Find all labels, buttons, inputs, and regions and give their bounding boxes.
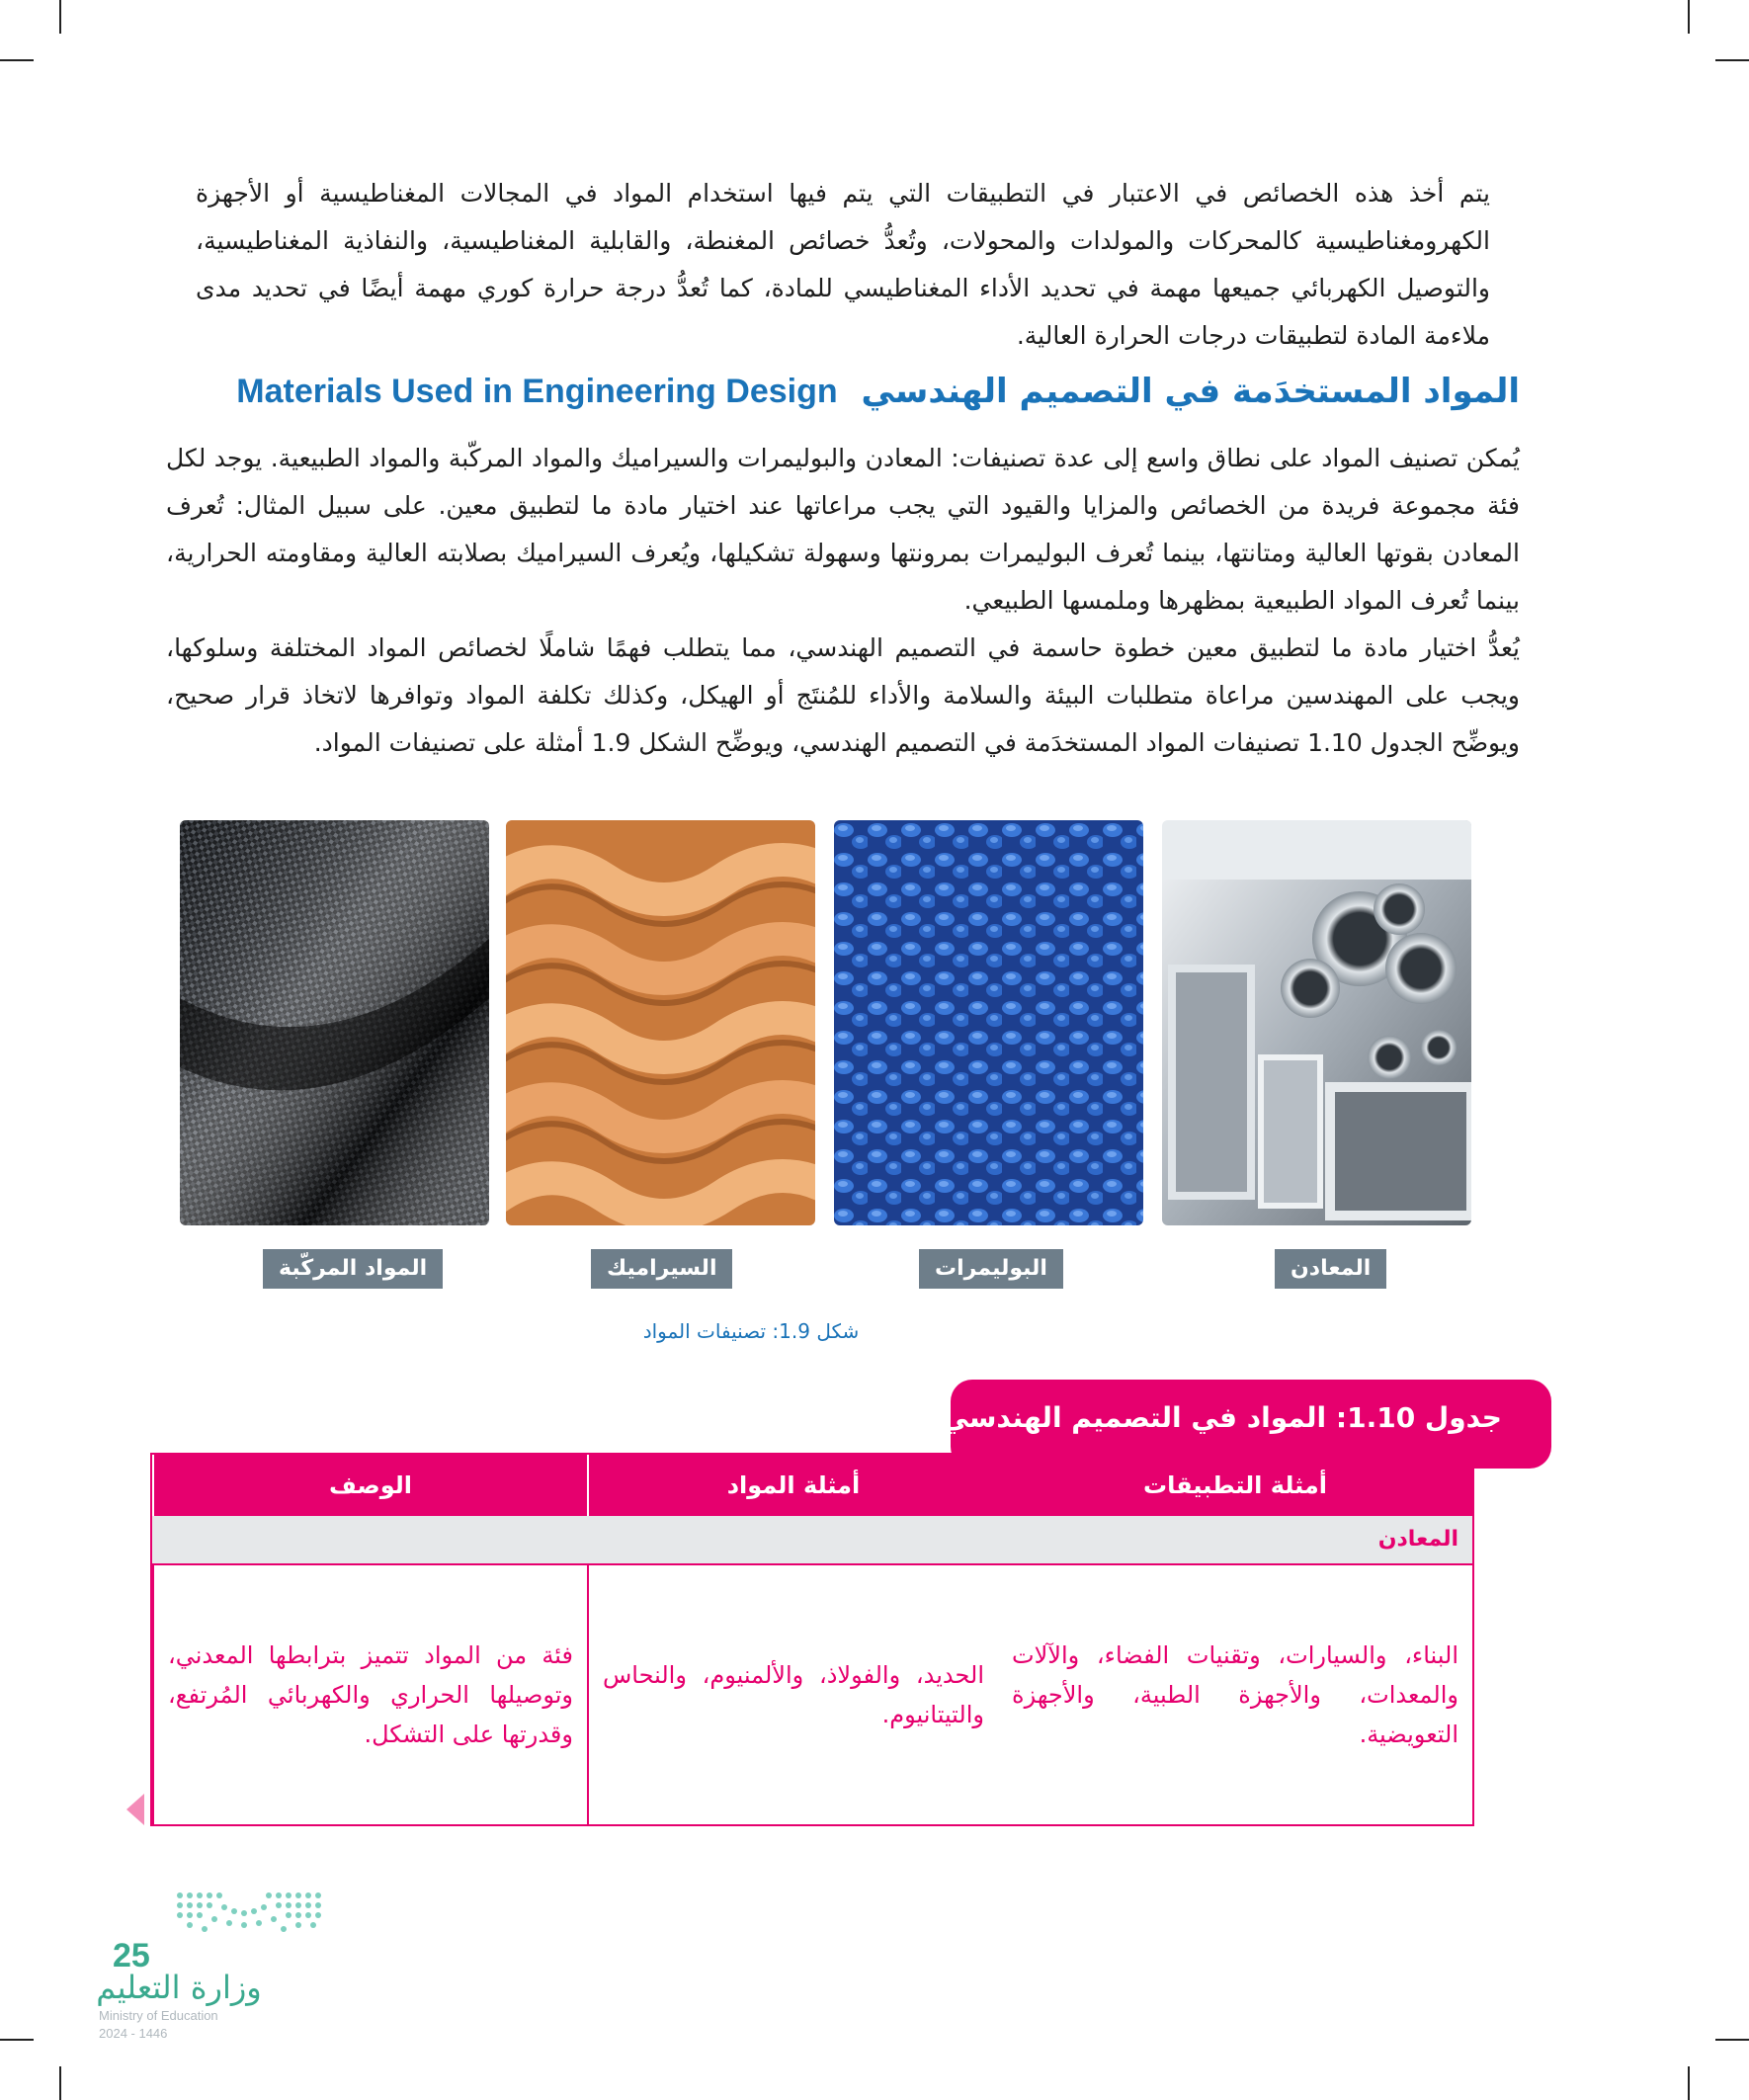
cell-description-text: فئة من المواد تتميز بترابطها المعدني، وتوصيلها الحراري والكهربائي المُرتفع، وقدرتها على التشكل. [168,1641,573,1748]
classification-paragraph: يُمكن تصنيف المواد على نطاق واسع إلى عدة تصنيفات: المعادن والبوليمرات والسيراميك والمواد المركّبة والمواد الطبيعية. يوجد لكل فئة مجموعة فريدة من الخصائص والمزايا والقيود التي يجب مراعاتها عند اختيار مادة ما لتطبيق معين. على سبيل المثال: تُعرف المعادن بقوتها العالية ومتانتها، بينما تُعرف البوليمرات بمرونتها وسهولة تشكيلها، ويُعرف السيراميك بصلابته العالية ومقاومته الحرارية، بينما تُعرف المواد الطبيعية بمظهرها وملمسها الطبيعي. [166,444,1520,615]
crop-mark [1688,0,1690,34]
ministry-name-en: Ministry of Education [99,2008,218,2023]
crop-mark [1715,2039,1749,2041]
figure-label-ceramics: السيراميك [591,1249,732,1289]
ministry-logo-dots-icon [170,1890,328,1939]
crop-mark [59,2066,61,2100]
section-title-ar: المواد المستخدَمة في التصميم الهندسي [861,372,1520,411]
cell-description [152,1565,587,1824]
cell-materials-text: الحديد، والفولاذ، والألمنيوم، والنحاس والتيتانيوم. [603,1661,984,1728]
ministry-name-ar: وزارة التعليم [96,1969,262,2006]
section-title-en: Materials Used in Engineering Design [236,373,838,410]
table-header-row [152,1455,1472,1516]
crop-mark [1688,2066,1690,2100]
crop-mark [0,59,34,61]
crop-mark [59,0,61,34]
figure-caption: شكل 1.9: تصنيفات المواد [642,1319,860,1343]
crop-mark [0,2039,34,2041]
materials-figure [180,820,1471,1225]
materials-table [150,1453,1474,1826]
metals-image [1162,820,1471,1225]
polymers-image [834,820,1143,1225]
page-number: 25 [113,1937,150,1974]
page-edge-marker-icon [126,1794,144,1825]
table-row [152,1563,1472,1824]
section-heading [236,372,1520,427]
selection-paragraph: يُعدُّ اختيار مادة ما لتطبيق معين خطوة حاسمة في التصميم الهندسي، مما يتطلب فهمًا شاملًا لخصائص المواد المختلفة وسلوكها، ويجب على المهندسين مراعاة متطلبات البيئة والسلامة والأداء للمُنتَج أو الهيكل، وكذلك تكلفة المواد وتوافرها لاتخاذ قرار صحيح، ويوضِّح الجدول 1.10 تصنيفات المواد المستخدَمة في التصميم الهندسي، ويوضِّح الشكل 1.9 أمثلة على تصنيفات المواد. [166,633,1520,757]
header-application-examples: أمثلة التطبيقات [1143,1471,1327,1499]
ministry-footer [95,1890,332,2041]
ceramics-image [506,820,815,1225]
cell-materials [587,1565,998,1824]
crop-mark [1715,59,1749,61]
header-description: الوصف [152,1455,587,1516]
figure-label-polymers: البوليمرات [919,1249,1063,1289]
intro-paragraph: يتم أخذ هذه الخصائص في الاعتبار في التطبيقات التي يتم فيها استخدام المواد في المجالات المغناطيسية أو الأجهزة الكهرومغناطيسية كالمحركات والمولدات والمحولات، وتُعدُّ خصائص المغنطة، والقابلية المغناطيسية، والنفاذية المغناطيسية، والتوصيل الكهربائي جميعها مهمة في تحديد الأداء المغناطيسي للمادة، كما تُعدُّ درجة حرارة كوري مهمة أيضًا في تحديد مدى ملاءمة المادة لتطبيقات درجات الحرارة العالية. [196,179,1490,350]
table-group-metals: المعادن [152,1516,1472,1563]
cell-applications-text: البناء، والسيارات، وتقنيات الفضاء، والآلات والمعدات، والأجهزة الطبية، والأجهزة التعويضية. [1012,1641,1458,1748]
table-title: جدول 1.10: المواد في التصميم الهندسي [941,1401,1502,1434]
edition-year: 2024 - 1446 [99,2026,168,2041]
cell-applications [998,1565,1472,1824]
figure-label-composites: المواد المركّبة [263,1249,443,1289]
figure-label-metals: المعادن [1275,1249,1386,1289]
composites-image [180,820,489,1225]
header-material-examples: أمثلة المواد [587,1455,998,1516]
